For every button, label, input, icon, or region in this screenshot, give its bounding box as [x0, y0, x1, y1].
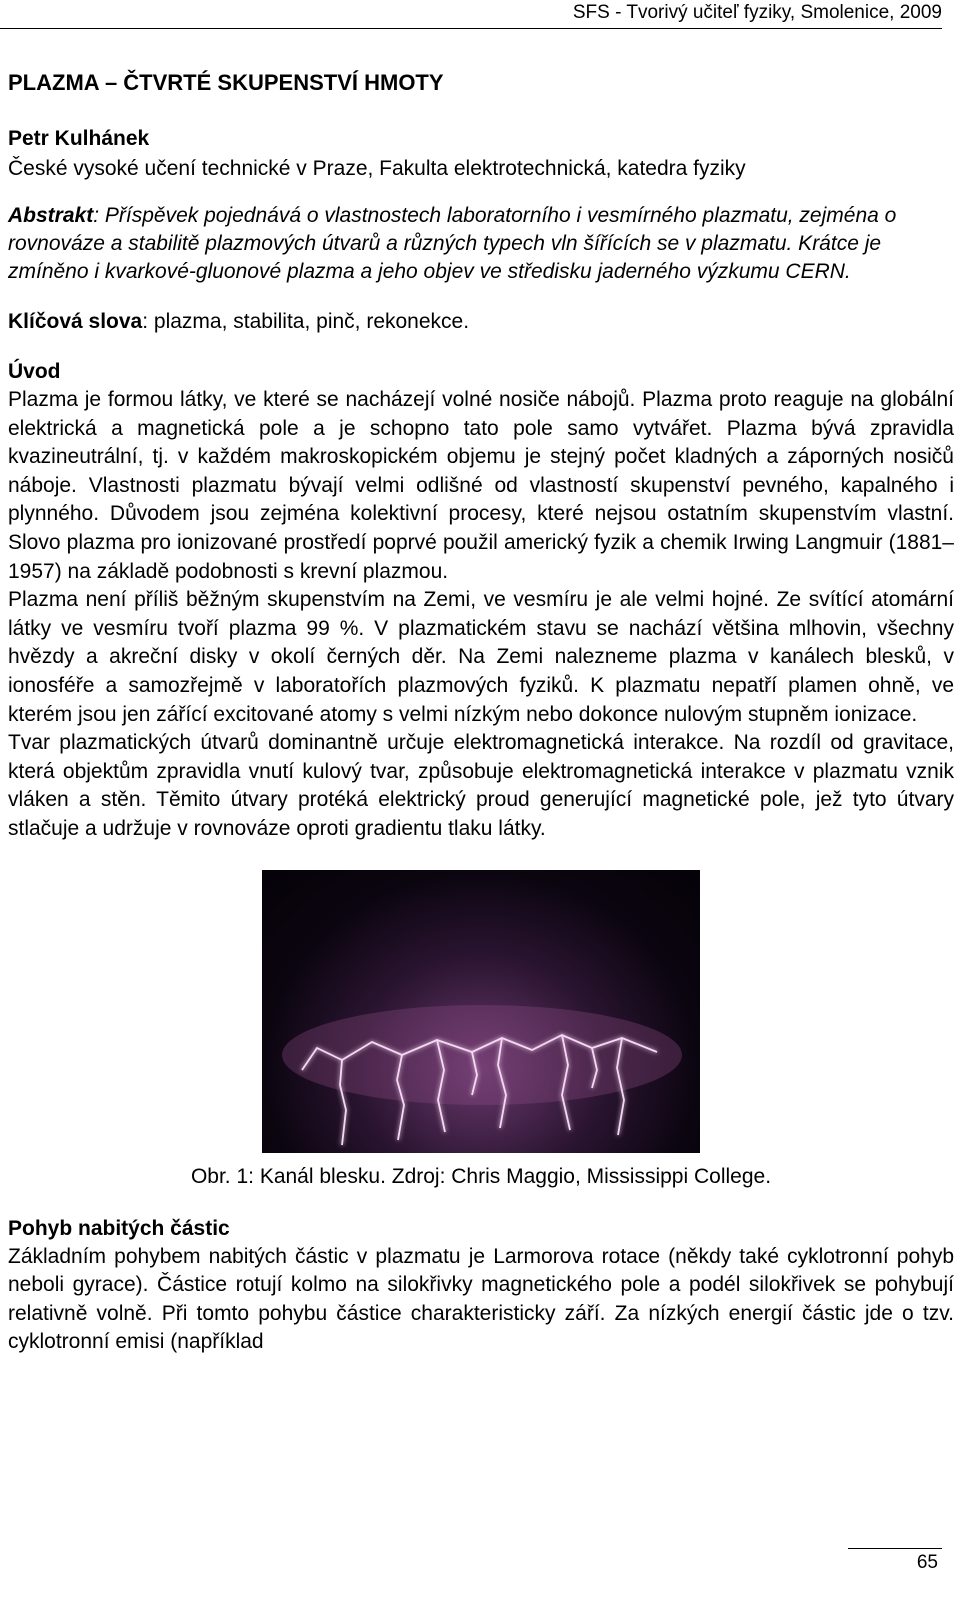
intro-paragraph-3: Tvar plazmatických útvarů dominantně určuje elektromagnetická interakce. Na rozdíl od gravitace, která objektům zpravidla vnutí kulový tvar, způsobuje elektromagnetická interakce v plazmatu vznik vláken a stěn. Těmito útvary protéká elektrický proud generující magnetické pole, jež tyto útvary stlačuje a udržuje v rovnováze oproti gradientu tlaku látky. — [8, 731, 954, 840]
abstract-text: : Příspěvek pojednává o vlastnostech laboratorního i vesmírného plazmatu, zejména o rovnováze a stabilitě plazmových útvarů a různých typech vln šířících se v plazmatu. Krátce je zmíněno i kvarkové-gluonové plazma a jeho objev ve středisku jaderného výzkumu CERN. — [8, 204, 897, 283]
keywords — [8, 308, 954, 336]
intro-paragraph-1: Plazma je formou látky, ve které se nacházejí volné nosiče nábojů. Plazma proto reaguje na globální elektrická a magnetická pole a je schopno tato pole samo vytvářet. Plazma bývá zpravidla kvazineutrální, tj. v každém makroskopickém objemu je stejný počet kladných a záporných nosičů náboje. Vlastnosti plazmatu bývají velmi odlišné od vlastností skupenství pevného, kapalného i plynného. Důvodem jsou zejména kolektivní procesy, které nejsou ostatním skupenstvím vlastní. Slovo plazma pro ionizované prostředí poprvé použil americký fyzik a chemik Irwing Langmuir (1881–1957) na základě podobnosti s krevní plazmou. — [8, 388, 954, 583]
keywords-text: : plazma, stabilita, pinč, rekonekce. — [142, 310, 470, 333]
header-text: SFS - Tvorivý učiteľ fyziky, Smolenice, 2009 — [572, 2, 942, 23]
page-content — [8, 68, 954, 1357]
abstract — [8, 202, 954, 286]
page-number: 65 — [916, 1552, 938, 1573]
figure-lightning — [8, 870, 954, 1191]
author-name: Petr Kulhánek — [8, 127, 150, 150]
abstract-label: Abstrakt — [8, 204, 94, 227]
author-affiliation: České vysoké učení technické v Praze, Fakulta elektrotechnická, katedra fyziky — [8, 157, 746, 180]
motion-paragraph-1: Základním pohybem nabitých částic v plazmatu je Larmorova rotace (někdy také cyklotronní pohyb neboli gyrace). Částice rotují kolmo na silokřivky magnetického pole a podél silokřivek se pohybují relativně volně. Při tomto pohybu částice charakteristicky září. Za nízkých energií částic jde o tzv. cyklotronní emisi (například — [8, 1244, 954, 1354]
article-title: PLAZMA – ČTVRTÉ SKUPENSTVÍ HMOTY — [8, 70, 444, 95]
intro-paragraph-2: Plazma není příliš běžným skupenstvím na Zemi, ve vesmíru je ale velmi hojné. Ze svítící atomární látky ve vesmíru tvoří plazma 99 %. V plazmatickém stavu se nachází většina mlhovin, všechny hvězdy a akreční disky v okolí černých děr. Na Zemi nalezneme plazma v kanálech blesků, v ionosféře a samozřejmě v laboratořích plazmových fyziků. K plazmatu nepatří plamen ohně, ve kterém jsou jen zářící excitované atomy s velmi nízkým nebo dokonce nulovým stupněm ionizace. — [8, 588, 954, 726]
running-header — [0, 0, 942, 29]
keywords-label: Klíčová slova — [8, 310, 143, 333]
figure-caption: Obr. 1: Kanál blesku. Zdroj: Chris Maggio, Mississippi College. — [190, 1164, 772, 1188]
section-heading-motion: Pohyb nabitých částic — [8, 1216, 230, 1240]
section-heading-intro: Úvod — [8, 360, 61, 383]
lightning-illustration — [262, 870, 700, 1153]
lightning-photo — [262, 870, 700, 1153]
footer-divider — [848, 1548, 942, 1549]
